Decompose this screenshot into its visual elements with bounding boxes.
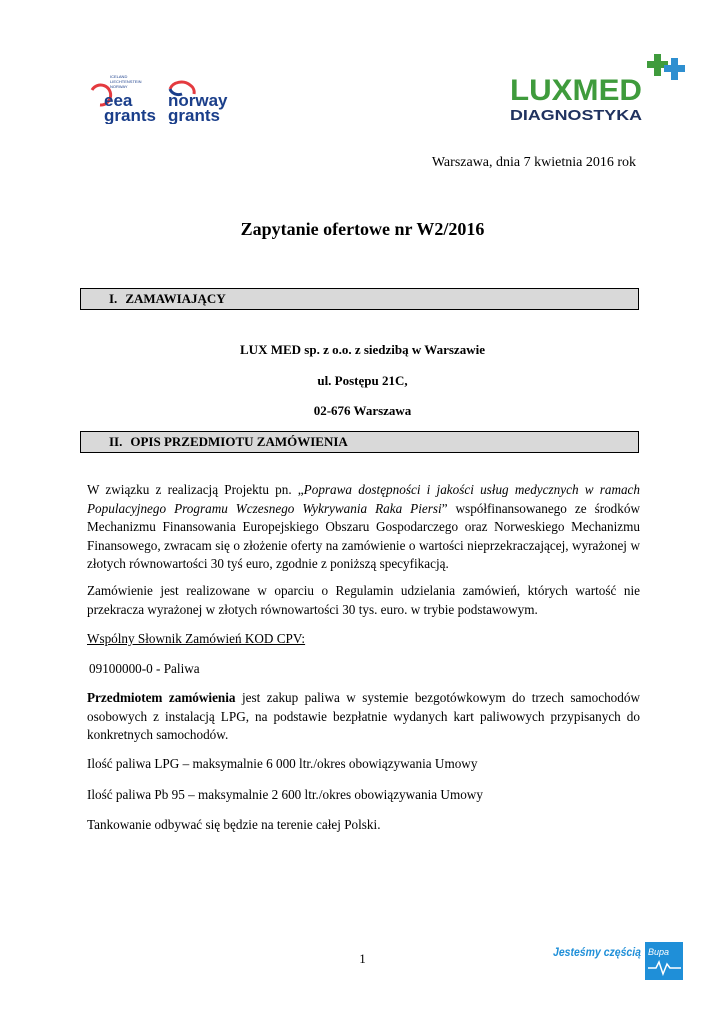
svg-text:eea: eea <box>104 91 133 110</box>
cpv-heading: Wspólny Słownik Zamówień KOD CPV: <box>87 631 306 646</box>
section-header-ordering-party <box>80 288 639 310</box>
svg-text:Bupa: Bupa <box>648 947 670 957</box>
fuel-lpg-quantity: Ilość paliwa LPG – maksymalnie 6 000 ltr./okres obowiązywania Umowy <box>87 756 478 771</box>
svg-text:LUXMED: LUXMED <box>510 74 642 107</box>
svg-text:grants: grants <box>168 106 220 124</box>
svg-text:grants: grants <box>104 106 156 124</box>
project-intro-continuation: ” współfinansowanego ze środków Mechanizmu Finansowania Europejskiego Obszaru Gospodarczego oraz Norweskiego Mechanizmu Finansowego, zwracam się o złożenie oferty na zamówienie o wartości nieprzekraczającej, wyrażonej w złotych równowartości 30 tyś euro, zgodnie z poniższą specyfikacją. <box>87 500 640 571</box>
svg-text:ICELAND: ICELAND <box>110 74 128 79</box>
svg-text:norway: norway <box>168 91 228 110</box>
order-subject-label: Przedmiotem zamówienia <box>87 690 236 705</box>
paragraph-regulation: Zamówienie jest realizowane w oparciu o Regulamin udzielania zamówień, których wartość nie przekracza wyrażonej w złotych równowartości 30 tys. euro. w trybie podstawowym. <box>87 583 640 617</box>
document-title: Zapytanie ofertowe nr W2/2016 <box>240 219 485 239</box>
section-label: ZAMAWIAJĄCY <box>125 291 226 306</box>
refueling-area: Tankowanie odbywać się będzie na terenie całej Polski. <box>87 817 381 832</box>
project-name: Poprawa dostępności i jakości usług medycznych w ramach Populacyjnego Programu Wczesnego Wykrywania Raka Piersi <box>87 482 641 516</box>
company-street: ul. Postępu 21C, <box>317 373 408 388</box>
svg-text:DIAGNOSTYKA: DIAGNOSTYKA <box>510 107 643 124</box>
paragraph-project-intro <box>87 481 640 574</box>
section-label: OPIS PRZEDMIOTU ZAMÓWIENIA <box>130 434 348 449</box>
company-city: 02-676 Warszawa <box>313 403 412 418</box>
document-date: Warszawa, dnia 7 kwietnia 2016 rok <box>431 155 636 170</box>
luxmed-diagnostyka-logo <box>508 50 688 125</box>
eea-norway-grants-logo <box>86 72 236 124</box>
company-name: LUX MED sp. z o.o. z siedzibą w Warszawie <box>240 342 485 357</box>
page-number: 1 <box>359 951 366 966</box>
svg-text:LIECHTENSTEIN: LIECHTENSTEIN <box>110 79 142 84</box>
fuel-pb95-quantity: Ilość paliwa Pb 95 – maksymalnie 2 600 ltr./okres obowiązywania Umowy <box>87 787 483 802</box>
svg-text:NORWAY: NORWAY <box>110 84 128 89</box>
svg-text:Jesteśmy częścią: Jesteśmy częścią <box>553 947 642 959</box>
section-header-order-description <box>80 431 639 453</box>
project-intro-text: W związku z realizacją Projektu pn. „ <box>87 482 304 497</box>
cpv-code: 09100000-0 - Paliwa <box>89 661 200 676</box>
bupa-logo <box>553 938 685 982</box>
section-number: II. <box>109 434 123 449</box>
order-subject-text: jest zakup paliwa w systemie bezgotówkowym do trzech samochodów osobowych z instalacją LPG, na podstawie bezpłatnie wydanych kart paliwowych przypisanych do konkretnych samochodów. <box>87 690 640 742</box>
section-number: I. <box>109 291 118 306</box>
paragraph-order-subject <box>87 689 640 745</box>
